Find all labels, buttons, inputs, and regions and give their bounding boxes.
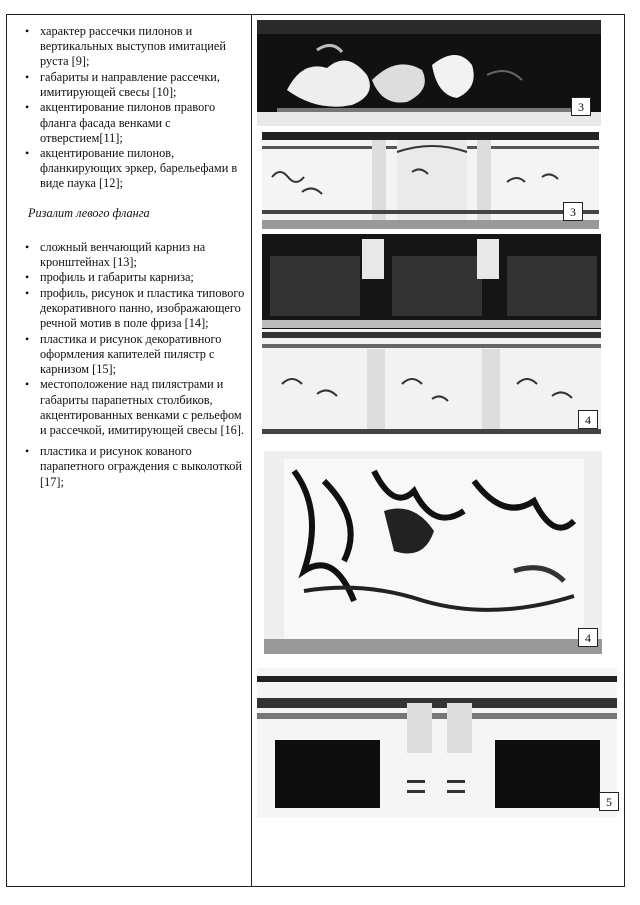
- photo-number-label: 5: [599, 792, 619, 811]
- list-item: • габариты и направление рассечки, имитирующей свесы [10];: [22, 70, 248, 100]
- list-item: • акцентирование пилонов правого фланга фасада венками с отверстием[11];: [22, 100, 248, 145]
- photo-number-label: 3: [563, 202, 583, 221]
- photo-number-label: 4: [578, 410, 598, 429]
- column-divider: [251, 14, 252, 887]
- photo-number-label: 3: [571, 97, 591, 116]
- list-item: • местоположение над пилястрами и габариты парапетных столбиков, акцентированных венками с рельефом и рассечкой, имитирующей свесы [16].: [22, 377, 248, 437]
- feature-list-1: [22, 24, 248, 192]
- list-item: • профиль и габариты карниза;: [22, 270, 248, 285]
- list-item: • характер рассечки пилонов и вертикальных выступов имитацией руста [9];: [22, 24, 248, 69]
- feature-list-3: [22, 444, 248, 489]
- section-subheading: Ризалит левого фланга: [28, 205, 150, 220]
- list-item: • акцентирование пилонов, фланкирующих эркер, барельефами в виде паука [12];: [22, 146, 248, 191]
- list-item: • пластика и рисунок декоративного оформления капителей пилястр с карнизом [15];: [22, 332, 248, 377]
- facade-photo-panels: [262, 234, 601, 434]
- list-item: • пластика и рисунок кованого парапетного ограждения с выколоткой [17];: [22, 444, 248, 489]
- list-item: • сложный венчающий карниз на кронштейнах [13];: [22, 240, 248, 270]
- facade-photo-frieze-1: [262, 132, 599, 229]
- list-item: • профиль, рисунок и пластика типового декоративного панно, изображающего речной мотив в поле фриза [14];: [22, 286, 248, 331]
- text-column: [22, 24, 248, 490]
- facade-photo-panel-closeup: [264, 451, 602, 654]
- photo-number-label: 4: [578, 628, 598, 647]
- feature-list-2: [22, 240, 248, 438]
- facade-photo-relief-top: [257, 20, 601, 126]
- facade-photo-windows: [257, 668, 617, 818]
